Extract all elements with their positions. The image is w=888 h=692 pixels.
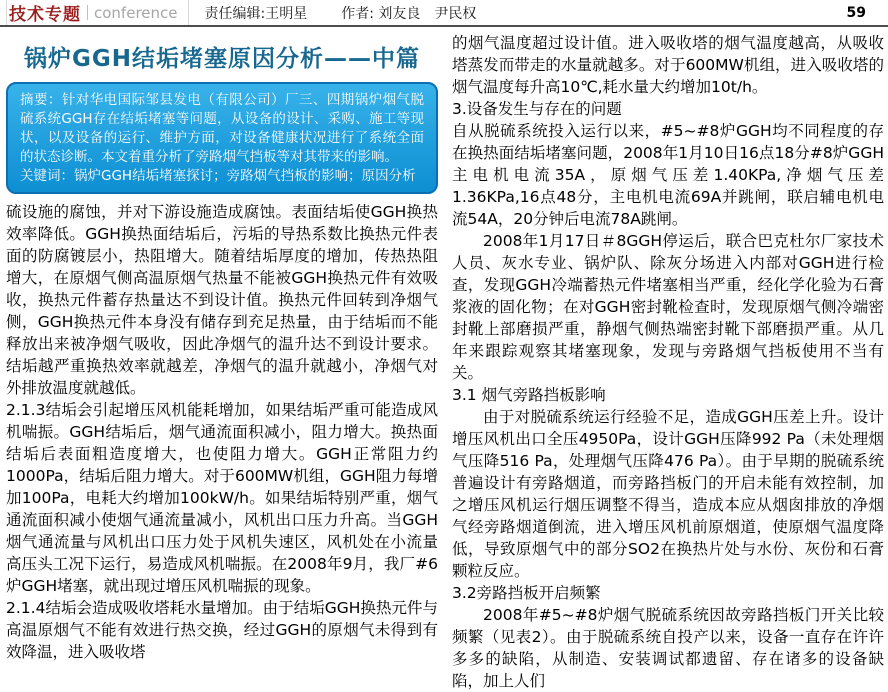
- brand-divider: [87, 5, 88, 20]
- article-columns: [0, 27, 888, 692]
- abstract-box: [6, 82, 438, 194]
- paragraph: 2.1.4结垢会造成吸收塔耗水量增加。由于结垢GGH换热元件与高温原烟气不能有效进行热交换，经过GGH的原烟气未得到有效降温，进入吸收塔: [6, 599, 438, 661]
- page-number: 59: [846, 4, 866, 21]
- article-title: 锅炉GGH结垢堵塞原因分析——中篇: [23, 46, 420, 72]
- section-heading: 3.2旁路挡板开启频繁: [452, 584, 601, 602]
- keywords-text: 关键词：锅炉GGH结垢堵塞探讨；旁路烟气挡板的影响；原因分析: [20, 168, 416, 184]
- section-sublabel: conference: [94, 3, 178, 22]
- section-brand-box: [6, 0, 189, 25]
- paragraph: 2008年1月17日＃8GGH停运后，联合巴克杜尔厂家技术人员、灰水专业、锅炉队、除灰分场进入内部对GGH进行检查，发现GGH冷端蓄热元件堵塞相当严重，经化学化验为石膏浆液的固化物；在对GGH密封靴检查时，发现原烟气侧冷端密封靴上部磨损严重，静烟气侧热端密封靴下部磨损严重。从几年来跟踪观察其堵塞现象，发现与旁路烟气挡板使用不当有关。: [452, 232, 884, 382]
- authors-credit: 作者: 刘友良 尹民权: [341, 5, 477, 22]
- right-column: [452, 27, 884, 692]
- paragraph: 自从脱硫系统投入运行以来，#5~#8炉GGH均不同程度的存在换热面结垢堵塞问题，2008年1月10日16点18分#8炉GGH主电机电流35A，原烟气压差1.40KPa,净烟气压差1.36KPa,16点48分，主电机电流69A并跳闸，联启辅电机电流54A，20分钟后电流78A跳闸。: [452, 122, 884, 228]
- left-column: [6, 27, 438, 692]
- abstract-text: 摘要：针对华电国际邹县发电（有限公司）厂三、四期锅炉烟气脱硫系统GGH存在结垢堵塞等问题，从设备的设计、采购、施工等现状，以及设备的运行、维护方面，对设备健康状况进行了系统全面的状态诊断。本文着重分析了旁路烟气挡板等对其带来的影响。: [20, 92, 424, 165]
- right-column-body: [452, 32, 884, 692]
- paragraph: 2008年#5~#8炉烟气脱硫系统因故旁路挡板门开关比较频繁（见表2）。由于脱硫系统自投产以来，设备一直存在许许多多的缺陷，从制造、安装调试都遗留、存在诸多的设备缺陷，加上人们: [452, 606, 884, 690]
- page-header: [0, 0, 888, 27]
- paragraph: 由于对脱硫系统运行经验不足，造成GGH压差上升。设计增压风机出口全压4950Pa，设计GGH压降992 Pa（未处理烟气压降516 Pa，处理烟气压降476 Pa）。由于早期的脱硫系统普遍设计有旁路烟道，而旁路挡板门的开启未能有效控制，加之增压风机运行烟压调整不得当，造成本应从烟囱排放的净烟气经旁路烟道倒流，进入增压风机前原烟道，使原烟气温度降低，导致原烟气中的部分SO2在换热片处与水份、灰份和石膏颗粒反应。: [452, 408, 884, 580]
- editor-credit: 责任编辑:王明星: [204, 5, 308, 22]
- section-heading: 3.设备发生与存在的问题: [452, 100, 622, 118]
- paragraph: 的烟气温度超过设计值。进入吸收塔的烟气温度越高，从吸收塔蒸发而带走的水量就越多。对于600MW机组，进入吸收塔的烟气温度每升高10℃,耗水量大约增加10t/h。: [452, 34, 884, 96]
- left-column-body: [6, 201, 438, 663]
- paragraph: 2.1.3结垢会引起增压风机能耗增加，如果结垢严重可能造成风机喘振。GGH结垢后，烟气通流面积减小，阻力增大。换热面结垢后表面粗造度增大，也使阻力增大。GGH正常阻力约1000Pa，结垢后阻力增大。对于600MW机组，GGH阻力每增加100Pa，电耗大约增加100kW/h。如果结垢特别严重，烟气通流面积减小使烟气通流量减小，风机出口压力升高。当GGH烟气通流量与风机出口压力处于风机失速区，风机处在小流量高压头工况下运行，易造成风机喘振。在2008年9月，我厂#6炉GGH堵塞，就出现过增压风机喘振的现象。: [6, 401, 438, 595]
- section-label: 技术专题: [9, 5, 81, 25]
- section-heading: 3.1 烟气旁路挡板影响: [452, 386, 606, 404]
- paragraph: 硫设施的腐蚀，并对下游设施造成腐蚀。表面结垢使GGH换热效率降低。GGH换热面结垢后，污垢的导热系数比换热元件表面的防腐镀层小，热阻增大。随着结垢厚度的增加，传热热阻增大，在原烟气侧高温原烟气热量不能被GGH换热元件有效吸收，换热元件蓄存热量达不到设计值。换热元件回转到净烟气侧，GGH换热元件本身没有储存到充足热量，由于结垢而不能释放出来被净烟气吸收，因此净烟气的温升达不到设计要求。结垢越严重换热效率就越差，净烟气的温升就越小，净烟气对外排放温度就越低。: [6, 203, 438, 397]
